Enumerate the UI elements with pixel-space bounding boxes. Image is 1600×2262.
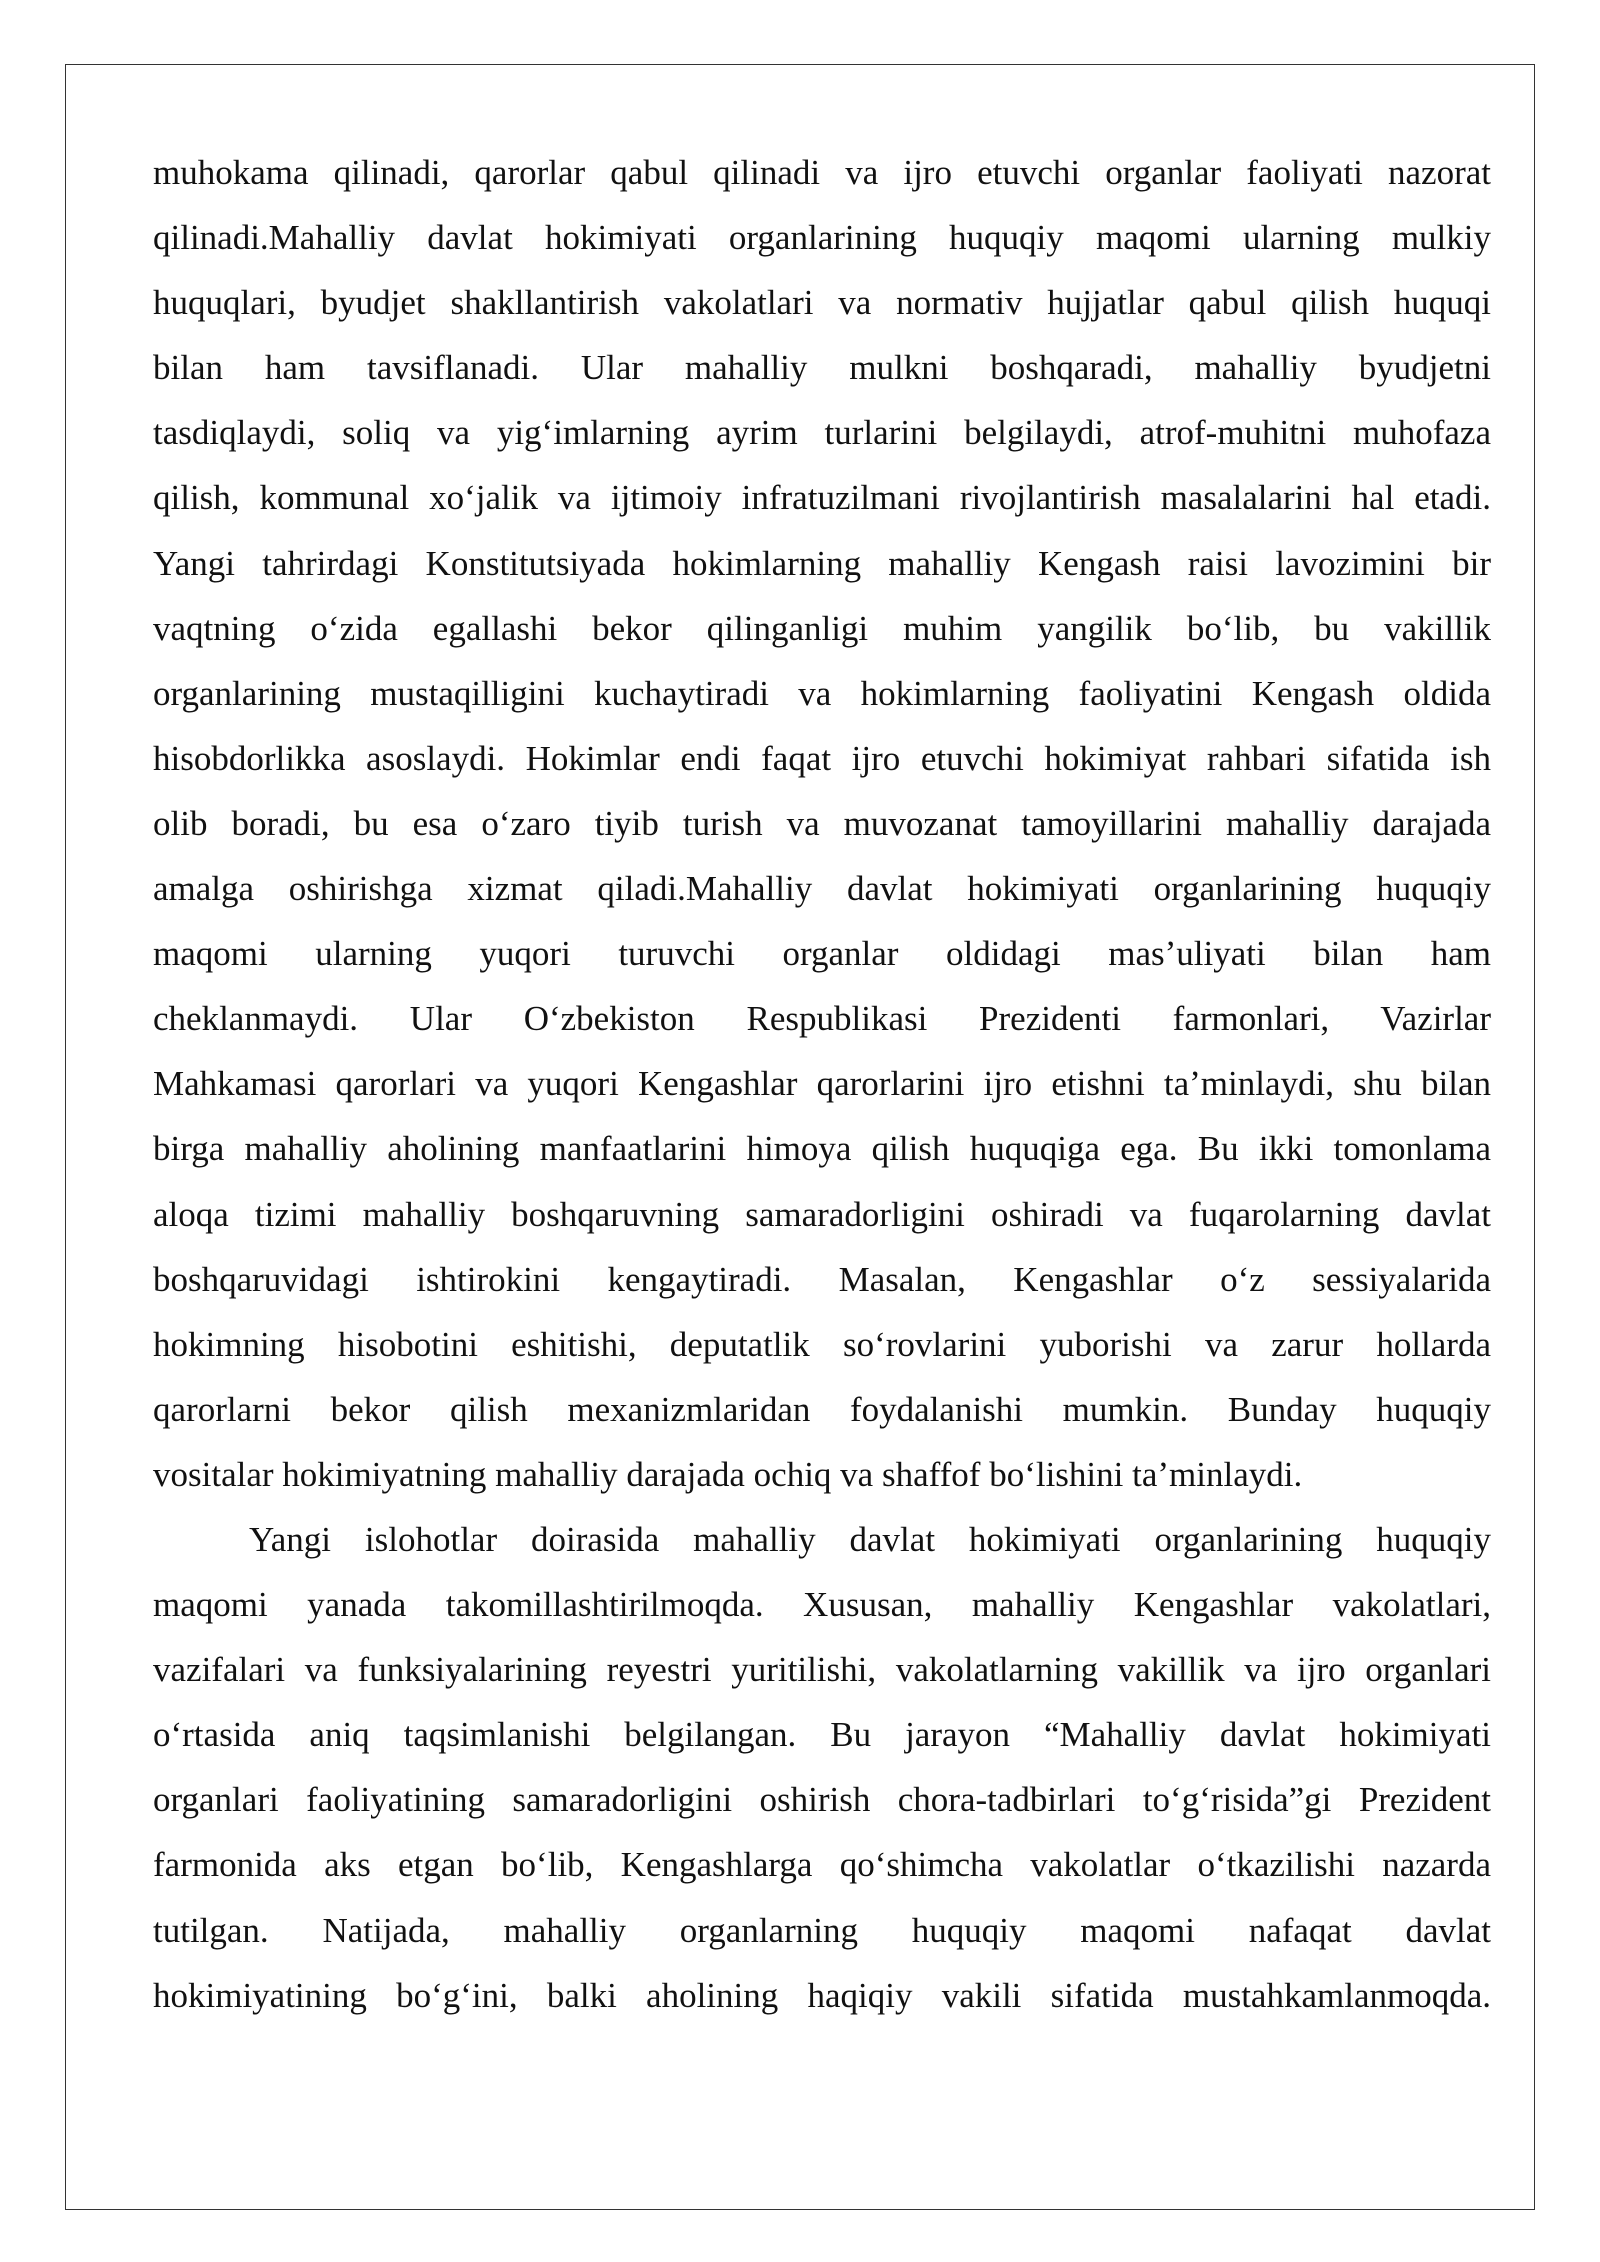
text-line: hokimiyatining boʻgʻini, balki aholining haqiqiy vakili sifatida mustahkamlanmoqda. xyxy=(153,1975,1491,2015)
text-line: oʻrtasida aniq taqsimlanishi belgilangan. Bu jarayon “Mahalliy davlat hokimiyati xyxy=(153,1715,1491,1755)
text-line: farmonida aks etgan boʻlib, Kengashlarga qoʻshimcha vakolatlar oʻtkazilishi nazarda xyxy=(153,1845,1491,1885)
paragraph-continuation xyxy=(153,140,1491,1507)
text-line: cheklanmaydi. Ular Oʻzbekiston Respublikasi Prezidenti farmonlari, Vazirlar xyxy=(153,999,1491,1039)
text-line: bilan ham tavsiflanadi. Ular mahalliy mulkni boshqaradi, mahalliy byudjetni xyxy=(153,348,1491,388)
text-line: maqomi yanada takomillashtirilmoqda. Xususan, mahalliy Kengashlar vakolatlari, xyxy=(153,1585,1491,1625)
text-line: hisobdorlikka asoslaydi. Hokimlar endi faqat ijro etuvchi hokimiyat rahbari sifatida ish xyxy=(153,738,1491,778)
text-line: organlari faoliyatining samaradorligini oshirish chora-tadbirlari toʻgʻrisida”gi Prezident xyxy=(153,1780,1491,1820)
text-line: hokimning hisobotini eshitishi, deputatlik soʻrovlarini yuborishi va zarur hollarda xyxy=(153,1324,1491,1364)
text-line: birga mahalliy aholining manfaatlarini himoya qilish huquqiga ega. Bu ikki tomonlama xyxy=(153,1129,1491,1169)
text-line: muhokama qilinadi, qarorlar qabul qilinadi va ijro etuvchi organlar faoliyati nazorat xyxy=(153,153,1491,192)
paragraph-reforms xyxy=(153,1507,1491,2028)
text-line: qilinadi.Mahalliy davlat hokimiyati organlarining huquqiy maqomi ularning mulkiy xyxy=(153,218,1491,258)
text-line: qarorlarni bekor qilish mexanizmlaridan foydalanishi mumkin. Bunday huquqiy xyxy=(153,1389,1491,1429)
text-line: Yangi islohotlar doirasida mahalliy davlat hokimiyati organlarining huquqiy xyxy=(249,1519,1491,1559)
text-line: maqomi ularning yuqori turuvchi organlar oldidagi masʼuliyati bilan ham xyxy=(153,934,1491,974)
text-line: olib boradi, bu esa oʻzaro tiyib turish va muvozanat tamoyillarini mahalliy darajada xyxy=(153,803,1491,843)
text-line: Mahkamasi qarorlari va yuqori Kengashlar qarorlarini ijro etishni taʼminlaydi, shu bilan xyxy=(153,1064,1491,1104)
text-line: amalga oshirishga xizmat qiladi.Mahalliy davlat hokimiyati organlarining huquqiy xyxy=(153,869,1491,909)
text-line: huquqlari, byudjet shakllantirish vakolatlari va normativ hujjatlar qabul qilish huquqi xyxy=(153,283,1491,323)
text-line: tutilgan. Natijada, mahalliy organlarning huquqiy maqomi nafaqat davlat xyxy=(153,1910,1491,1950)
text-line: Yangi tahrirdagi Konstitutsiyada hokimlarning mahalliy Kengash raisi lavozimini bir xyxy=(153,543,1491,583)
document-body xyxy=(153,140,1491,2028)
text-line: tasdiqlaydi, soliq va yigʻimlarning ayrim turlarini belgilaydi, atrof-muhitni muhofaza xyxy=(153,413,1491,453)
text-line: boshqaruvidagi ishtirokini kengaytiradi. Masalan, Kengashlar oʻz sessiyalarida xyxy=(153,1259,1491,1299)
text-line: organlarining mustaqilligini kuchaytiradi va hokimlarning faoliyatini Kengash oldida xyxy=(153,673,1491,713)
text-line: aloqa tizimi mahalliy boshqaruvning samaradorligini oshiradi va fuqarolarning davlat xyxy=(153,1194,1491,1234)
text-line: vositalar hokimiyatning mahalliy darajada ochiq va shaffof boʻlishini taʼminlaydi. xyxy=(153,1454,1303,1494)
text-line: vaqtning oʻzida egallashi bekor qilinganligi muhim yangilik boʻlib, bu vakillik xyxy=(153,608,1491,648)
text-line: vazifalari va funksiyalarining reyestri yuritilishi, vakolatlarning vakillik va ijro organlari xyxy=(153,1650,1491,1690)
text-line: qilish, kommunal xoʻjalik va ijtimoiy infratuzilmani rivojlantirish masalalarini hal etadi. xyxy=(153,478,1491,518)
